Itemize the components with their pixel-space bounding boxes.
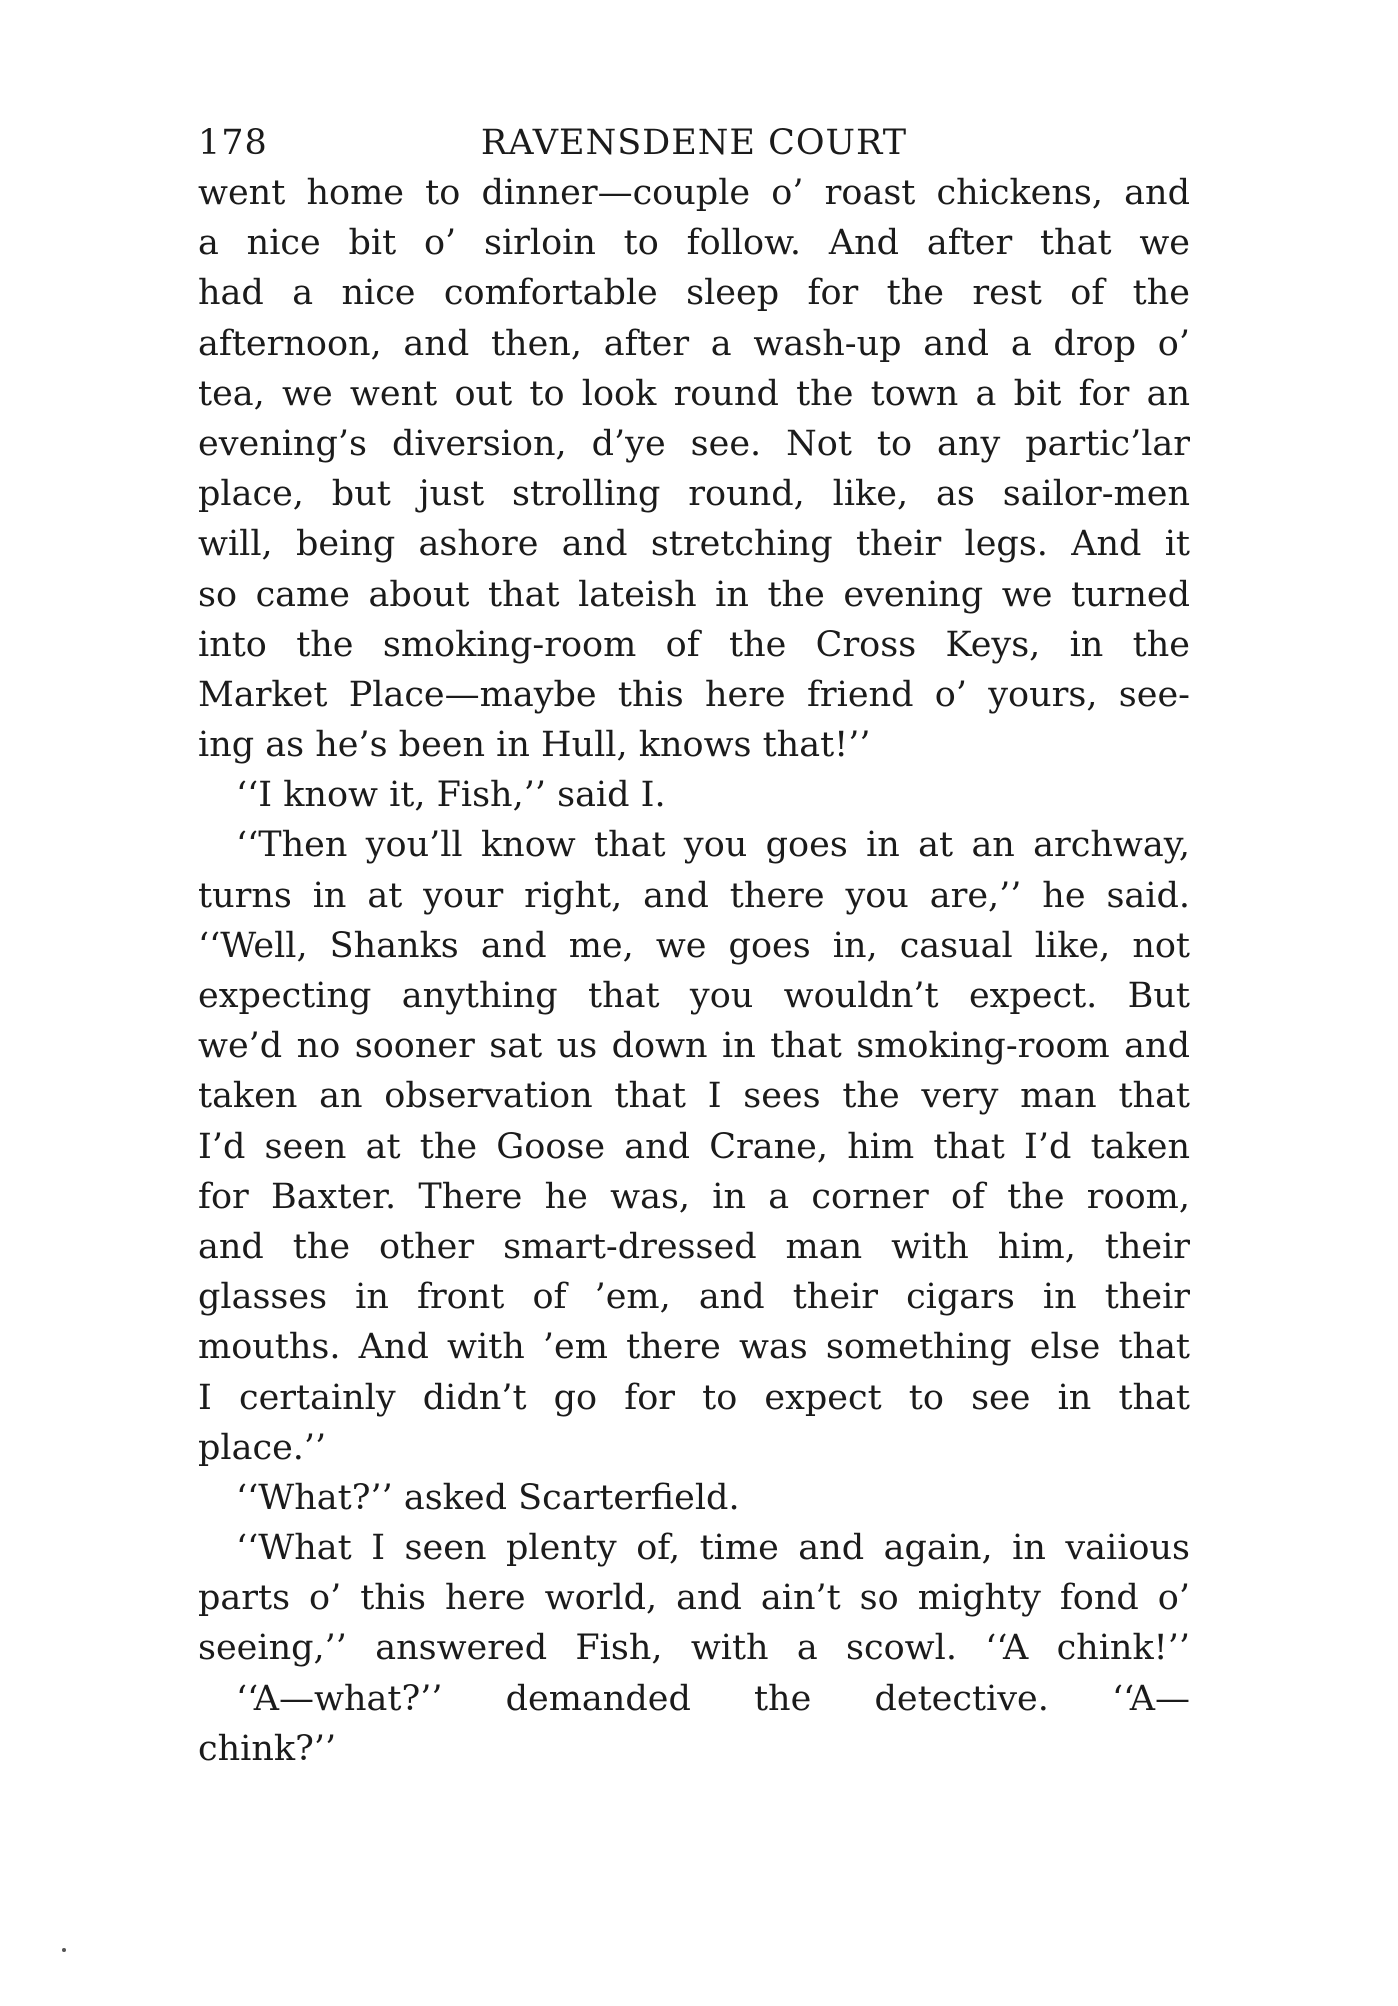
text-line: ‘‘I know it, Fish,’’ said I.: [236, 775, 666, 816]
text-line: turns in at your right, and there you are,’’ he said.: [198, 875, 1190, 916]
text-line: chink?’’: [198, 1728, 337, 1769]
text-line: ‘‘What I seen plenty of, time and again, in vaiious: [236, 1528, 1190, 1569]
text-line: I certainly didn’t go for to expect to see in that: [198, 1377, 1190, 1418]
body-text: [198, 168, 1190, 1774]
text-line: expecting anything that you wouldn’t expect. But: [198, 976, 1190, 1016]
text-line: and the other smart-dressed man with him, their: [198, 1226, 1190, 1267]
text-line: ‘‘A—what?’’ demanded the detective. ‘‘A—: [236, 1678, 1190, 1719]
text-line: so came about that lateish in the evening we turned: [198, 574, 1190, 615]
text-column: [198, 118, 1190, 1774]
text-line: ‘‘Then you’ll know that you goes in at an archway,: [236, 825, 1190, 866]
page-number: 178: [198, 123, 268, 163]
text-line: had a nice comfortable sleep for the rest of the: [198, 273, 1190, 314]
text-line: went home to dinner—couple o’ roast chickens, and: [198, 173, 1190, 213]
text-line: a nice bit o’ sirloin to follow. And after that we: [198, 223, 1190, 264]
text-line: for Baxter. There he was, in a corner of the room,: [198, 1176, 1190, 1217]
text-line: ‘‘What?’’ asked Scarterfield.: [236, 1477, 740, 1518]
text-line: seeing,’’ answered Fish, with a scowl. ‘‘A chink!’’: [198, 1628, 1190, 1669]
text-line: tea, we went out to look round the town a bit for an: [198, 373, 1190, 414]
text-line: will, being ashore and stretching their legs. And it: [198, 524, 1190, 565]
text-line: ing as he’s been in Hull, knows that!’’: [198, 725, 871, 766]
text-line: afternoon, and then, after a wash-up and a drop o’: [198, 323, 1190, 364]
text-line: ‘‘Well, Shanks and me, we goes in, casual like, not: [198, 925, 1190, 966]
text-line: Market Place—maybe this here friend o’ yours, see-: [198, 674, 1190, 715]
text-line: parts o’ this here world, and ain’t so mighty fond o’: [198, 1578, 1190, 1619]
text-line: taken an observation that I sees the very man that: [198, 1076, 1190, 1117]
text-line: glasses in front of ’em, and their cigars in their: [198, 1277, 1190, 1318]
text-line: evening’s diversion, d’ye see. Not to any partic’lar: [198, 423, 1190, 464]
running-title: RAVENSDENE COURT: [480, 123, 908, 163]
text-line: place.’’: [198, 1427, 327, 1468]
text-line: place, but just strolling round, like, as sailor-men: [198, 474, 1190, 515]
text-line: I’d seen at the Goose and Crane, him that I’d taken: [198, 1126, 1190, 1167]
text-line: we’d no sooner sat us down in that smoking-room and: [198, 1026, 1190, 1067]
text-line: into the smoking-room of the Cross Keys, in the: [198, 624, 1190, 665]
page-header: [198, 118, 1190, 168]
paper-speck: [62, 1948, 66, 1952]
text-line: mouths. And with ’em there was something else that: [198, 1327, 1190, 1368]
